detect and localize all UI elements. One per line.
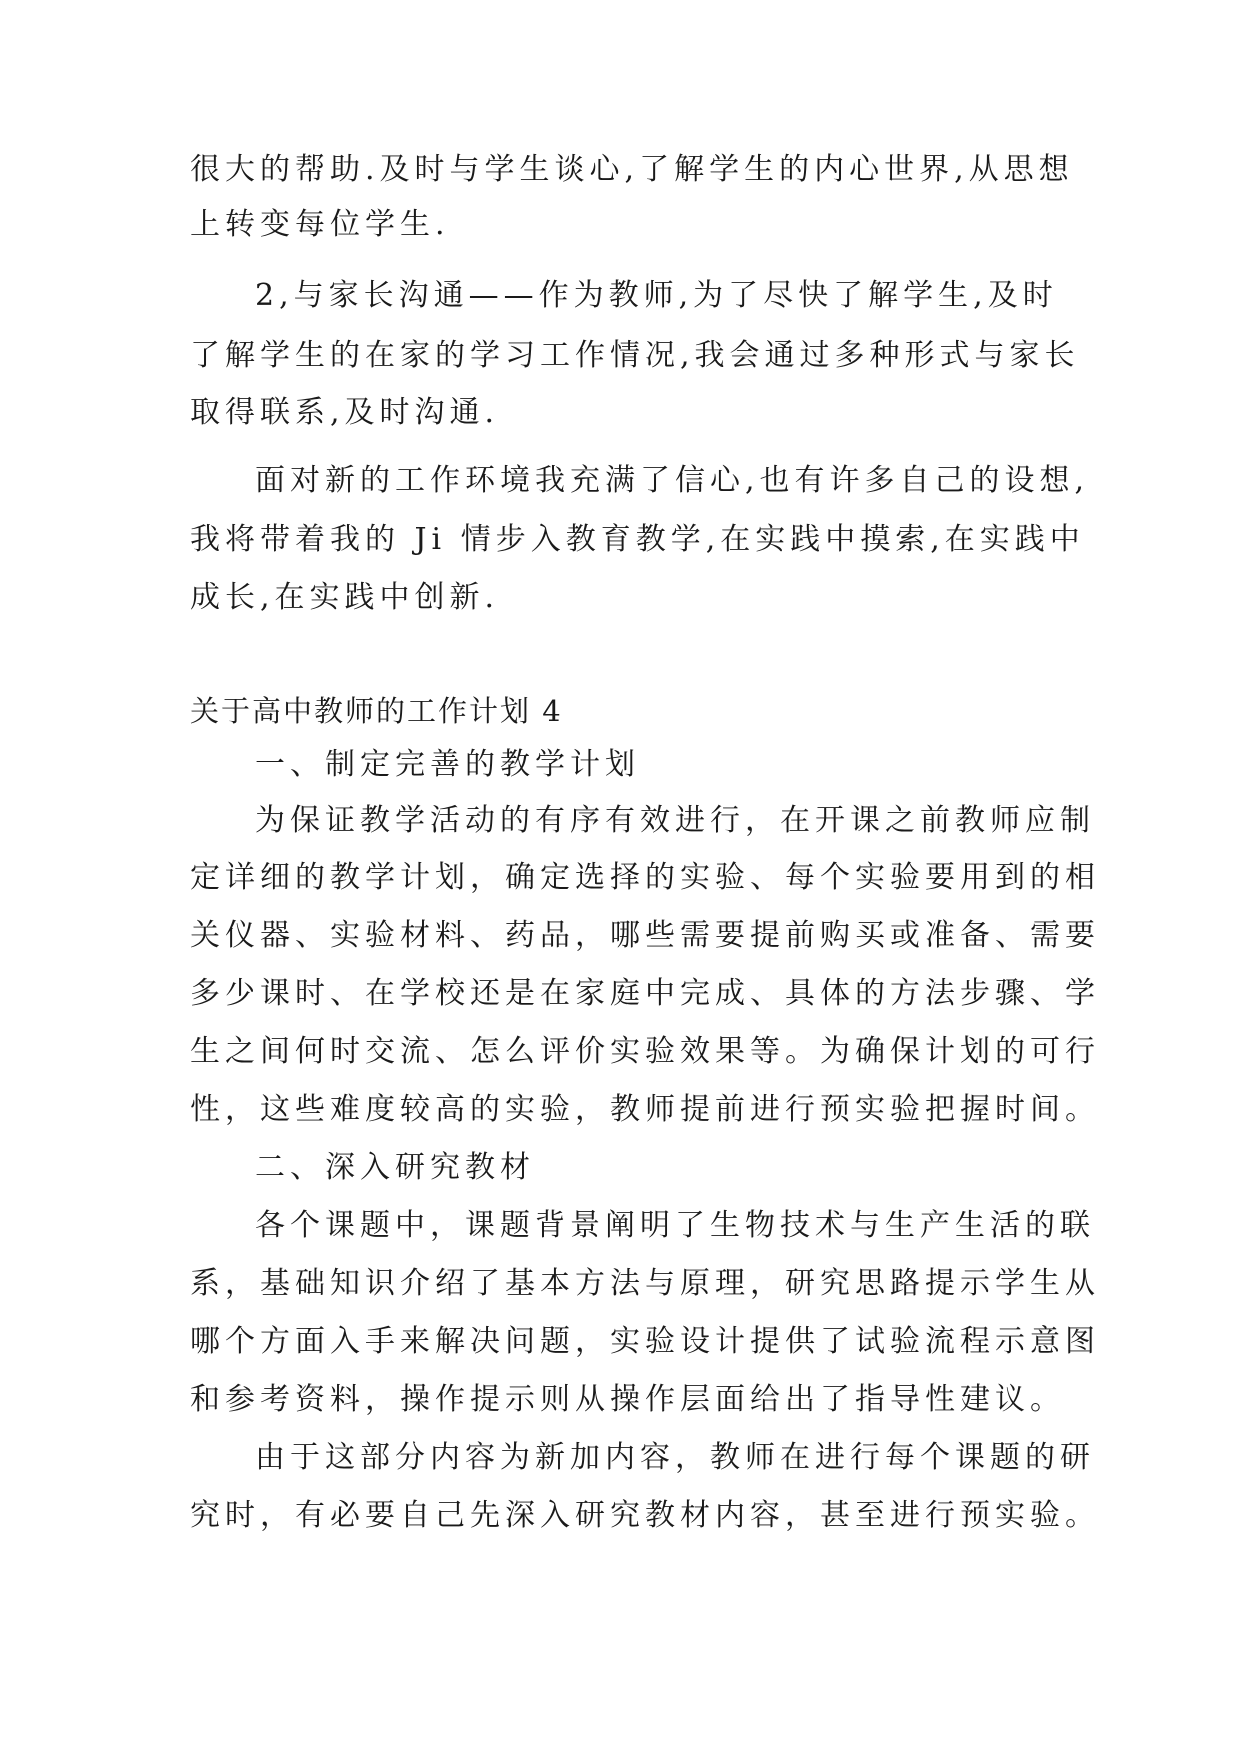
paragraph-line: 我将带着我的 Ji 情步入教育教学,在实践中摸索,在实践中 — [190, 522, 1085, 557]
paragraph-line: 哪个方面入手来解决问题，实验设计提供了试验流程示意图 — [190, 1324, 1100, 1359]
paragraph-line: 系，基础知识介绍了基本方法与原理，研究思路提示学生从 — [190, 1266, 1100, 1301]
paragraph-line: 究时，有必要自己先深入研究教材内容，甚至进行预实验。 — [190, 1498, 1100, 1533]
paragraph-line: 面对新的工作环境我充满了信心,也有许多自己的设想, — [255, 463, 1090, 498]
paragraph-line: 和参考资料，操作提示则从操作层面给出了指导性建议。 — [190, 1382, 1065, 1417]
paragraph-line: 2,与家长沟通——作为教师,为了尽快了解学生,及时 — [255, 278, 1058, 313]
paragraph-line: 性，这些难度较高的实验，教师提前进行预实验把握时间。 — [190, 1092, 1100, 1127]
paragraph-line: 关仪器、实验材料、药品，哪些需要提前购买或准备、需要 — [190, 918, 1100, 953]
paragraph-line: 成长,在实践中创新. — [190, 580, 500, 615]
paragraph-line: 由于这部分内容为新加内容，教师在进行每个课题的研 — [255, 1440, 1095, 1475]
paragraph-line: 上转变每位学生. — [190, 207, 450, 242]
paragraph-line: 多少课时、在学校还是在家庭中完成、具体的方法步骤、学 — [190, 976, 1100, 1011]
paragraph-line: 生之间何时交流、怎么评价实验效果等。为确保计划的可行 — [190, 1034, 1100, 1069]
paragraph-line: 为保证教学活动的有序有效进行，在开课之前教师应制 — [255, 803, 1095, 838]
paragraph-line: 了解学生的在家的学习工作情况,我会通过多种形式与家长 — [190, 338, 1080, 373]
paragraph-line: 取得联系,及时沟通. — [190, 395, 500, 430]
paragraph-line: 各个课题中，课题背景阐明了生物技术与生产生活的联 — [255, 1208, 1095, 1243]
paragraph-line: 定详细的教学计划，确定选择的实验、每个实验要用到的相 — [190, 860, 1100, 895]
subheading: 二、深入研究教材 — [255, 1150, 535, 1185]
subheading: 一、制定完善的教学计划 — [255, 747, 640, 782]
section-title: 关于高中教师的工作计划 4 — [190, 694, 563, 728]
paragraph-line: 很大的帮助.及时与学生谈心,了解学生的内心世界,从思想 — [190, 152, 1074, 187]
